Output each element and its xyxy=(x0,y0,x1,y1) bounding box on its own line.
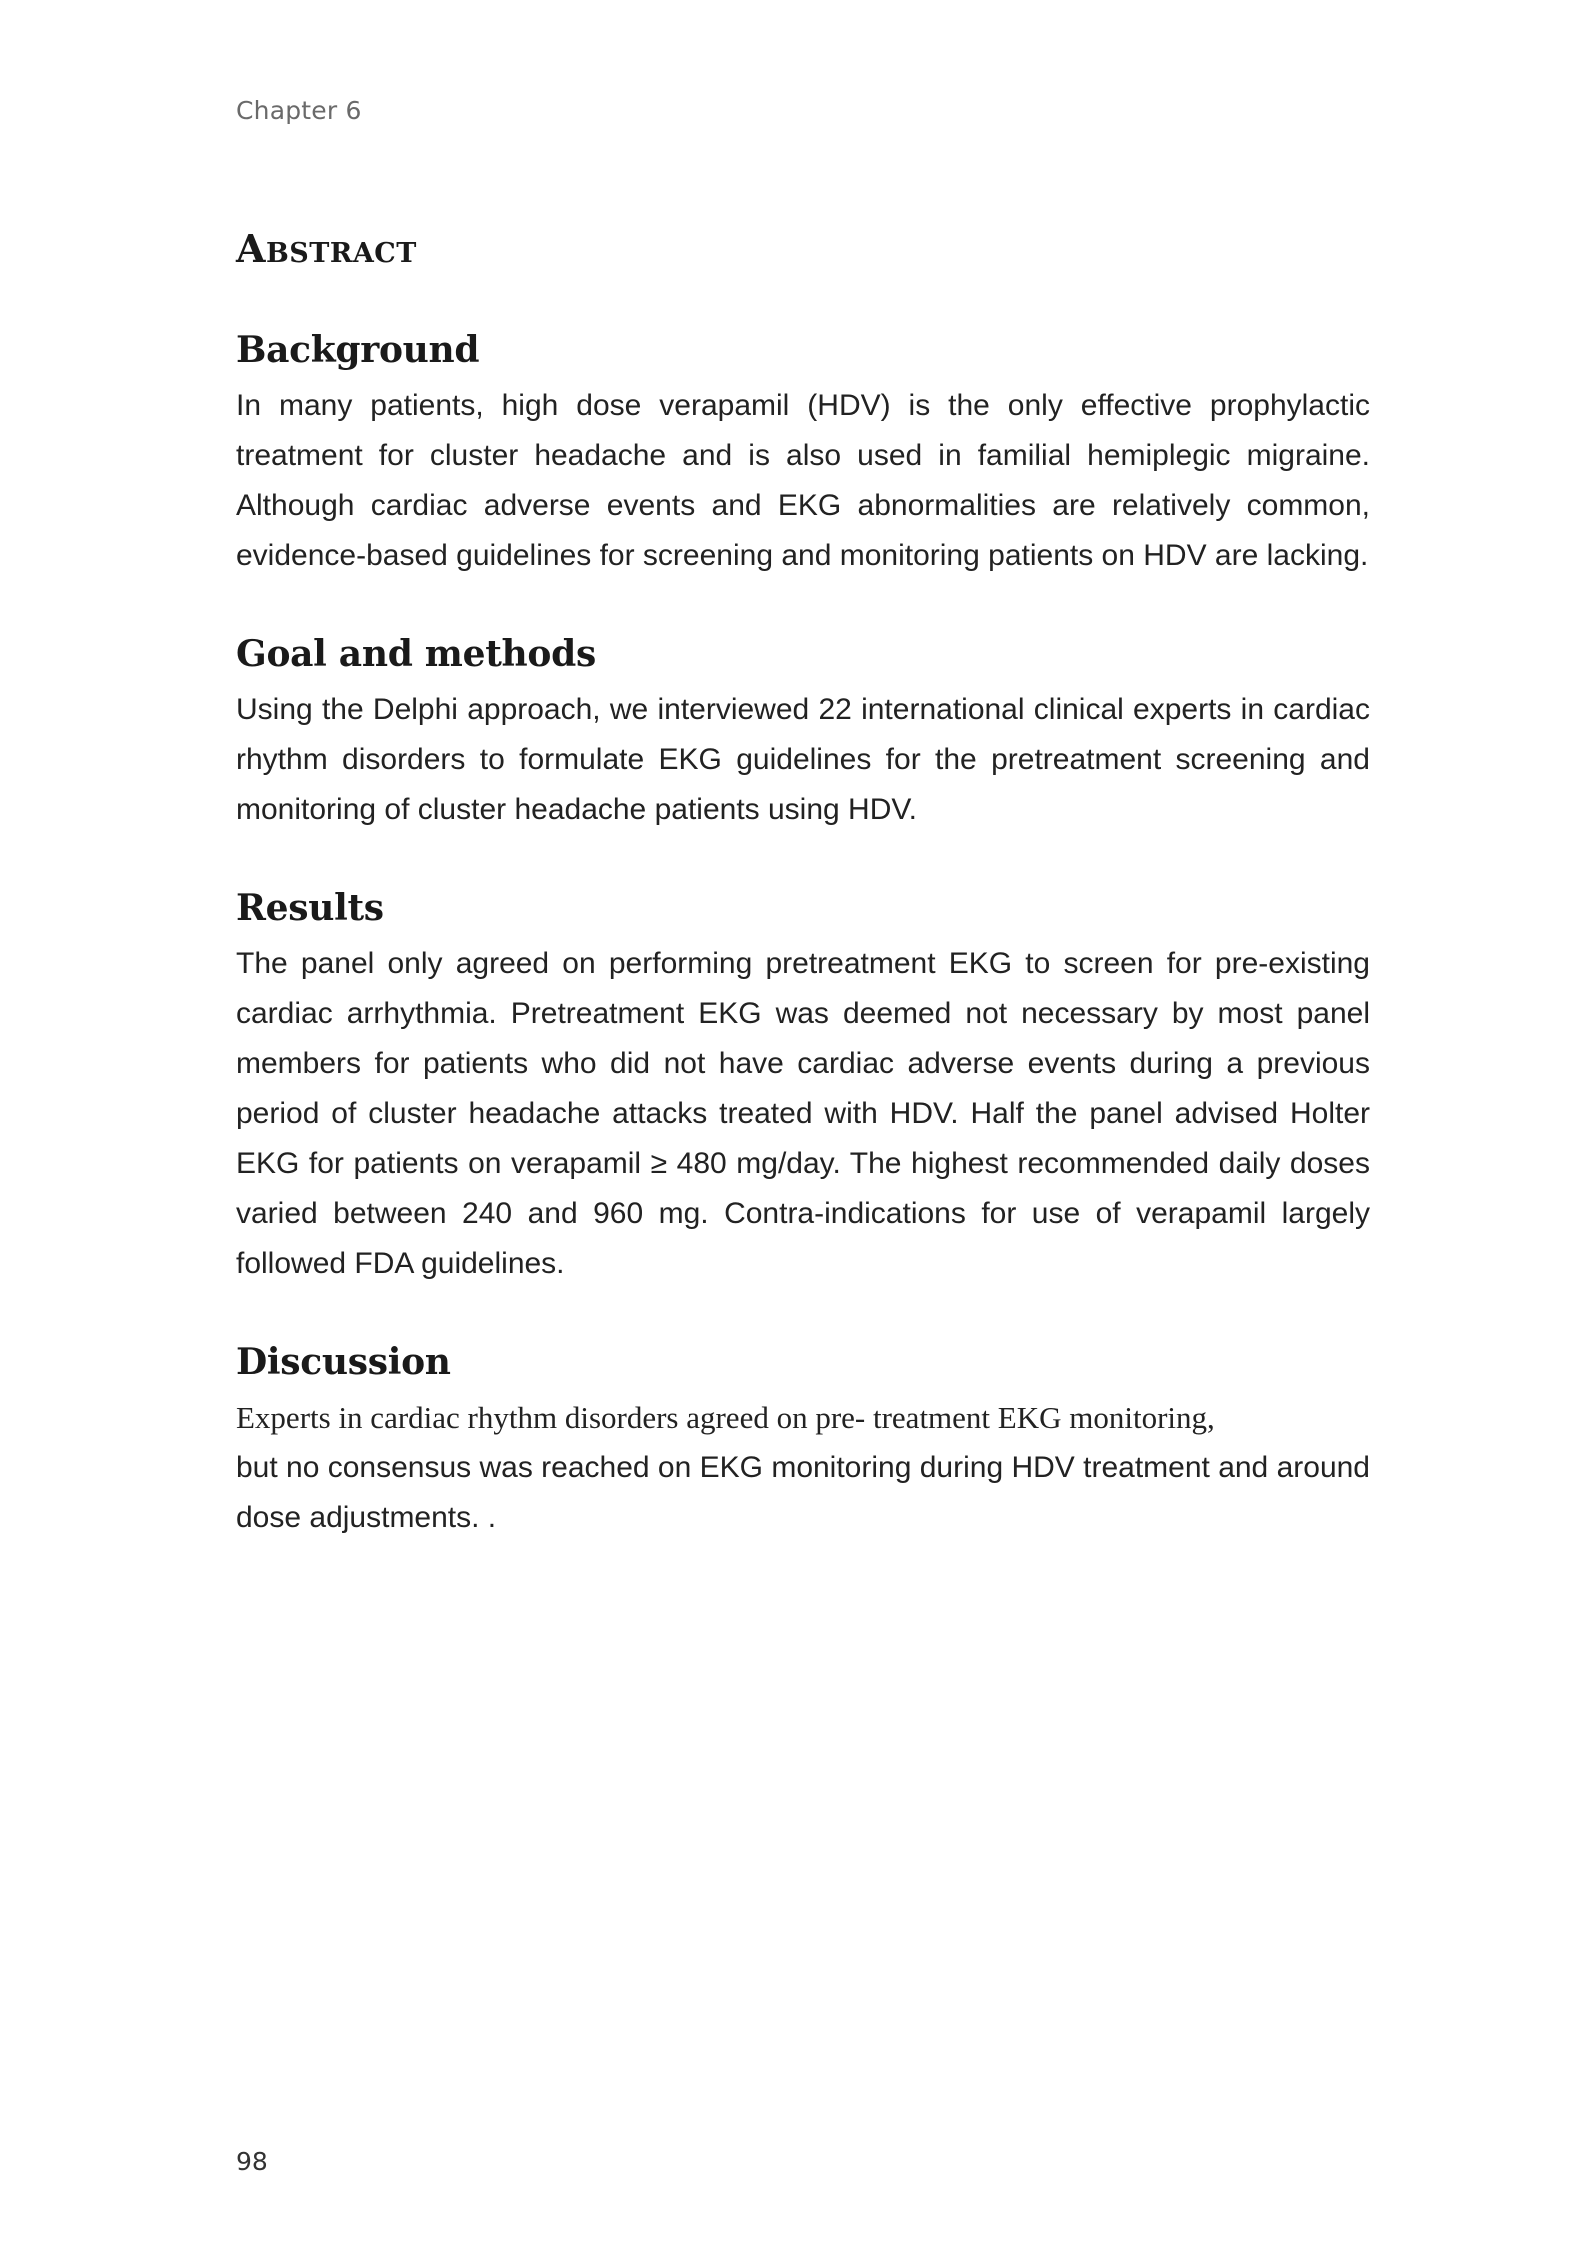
section-heading-discussion: Discussion xyxy=(236,1341,451,1383)
section-text-discussion-line1: Experts in cardiac rhythm disorders agreed on pre- treatment EKG monitoring, xyxy=(236,1400,1215,1435)
section-heading-background: Background xyxy=(236,329,480,371)
abstract-content xyxy=(236,226,1370,1595)
running-header: Chapter 6 xyxy=(236,96,362,125)
section-background xyxy=(236,329,1370,581)
section-text-results: The panel only agreed on performing pretreatment EKG to screen for pre-existing cardiac arrhythmia. Pretreatment EKG was deemed not necessary by most panel members for patients who did not have cardiac adverse events during a previous period of cluster headache attacks treated with HDV. Half the panel advised Holter EKG for patients on verapamil ≥ 480 mg/day. The highest recommended daily doses varied between 240 and 960 mg. Contra-indications for use of verapamil largely followed FDA guidelines. xyxy=(236,947,1370,1280)
section-text-discussion-rest: but no consensus was reached on EKG monitoring during HDV treatment and around dose adjustments. . xyxy=(236,1451,1370,1534)
section-discussion xyxy=(236,1341,1370,1543)
page-number: 98 xyxy=(236,2147,268,2176)
section-text-background: In many patients, high dose verapamil (HDV) is the only effective prophylactic treatment for cluster headache and is also used in familial hemiplegic migraine. Although cardiac adverse events and EKG abnormalities are relatively common, evidence-based guidelines for screening and monitoring patients on HDV are lacking. xyxy=(236,389,1370,572)
section-results xyxy=(236,887,1370,1289)
section-text-goal-methods: Using the Delphi approach, we interviewed 22 international clinical experts in cardiac rhythm disorders to formulate EKG guidelines for the pretreatment screening and monitoring of cluster headache patients using HDV. xyxy=(236,693,1370,826)
section-heading-results: Results xyxy=(236,887,384,929)
abstract-title: Abstract xyxy=(236,226,417,271)
section-goal-methods xyxy=(236,633,1370,835)
section-heading-goal-methods: Goal and methods xyxy=(236,633,596,675)
